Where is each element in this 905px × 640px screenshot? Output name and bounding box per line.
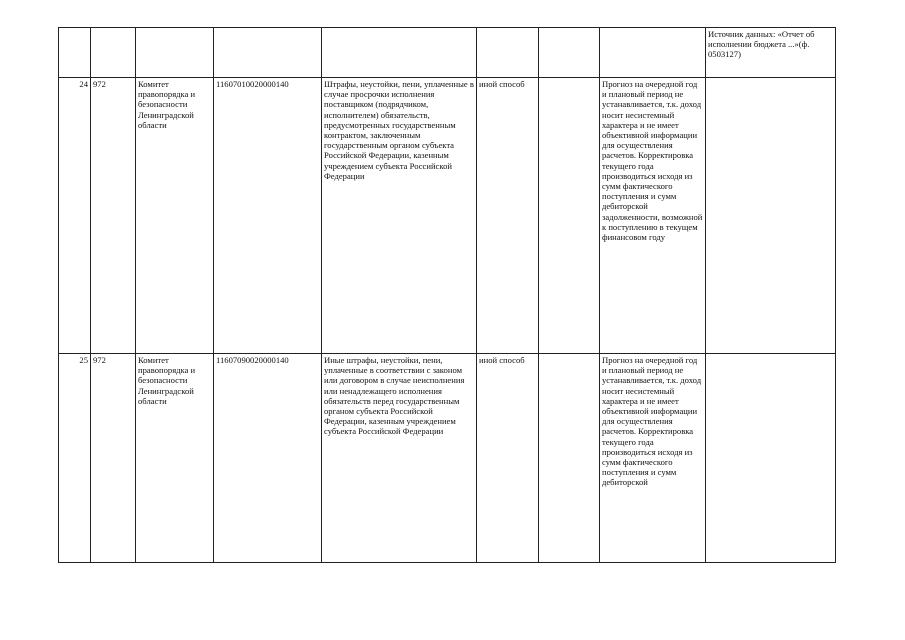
header-cell-method bbox=[477, 28, 539, 78]
row-number: 25 bbox=[59, 354, 91, 563]
header-cell-kbk bbox=[214, 28, 322, 78]
header-cell-income-name bbox=[322, 28, 477, 78]
row-number: 24 bbox=[59, 78, 91, 354]
header-cell-col7 bbox=[539, 28, 600, 78]
admin-name: Комитет правопорядка и безопасности Ленинградской области bbox=[136, 354, 214, 563]
empty-cell bbox=[539, 78, 600, 354]
income-name: Иные штрафы, неустойки, пени, уплаченные в соответствии с законом или договором в случае неисполнения или ненадлежащего исполнения обязательств перед государственным органом субъекта Российской Федерации, казенным учреждением субъекта Российской Федерации bbox=[322, 354, 477, 563]
table-header-row bbox=[59, 28, 836, 78]
forecast-method: иной способ bbox=[477, 78, 539, 354]
table-row bbox=[59, 354, 836, 563]
admin-name: Комитет правопорядка и безопасности Ленинградской области bbox=[136, 78, 214, 354]
header-cell-note bbox=[600, 28, 706, 78]
kbk-code: 11607090020000140 bbox=[214, 354, 322, 563]
forecast-note: Прогноз на очередной год и плановый период не устанавливается, т.к. доход носит несистемный характера и не имеет объективной информации для осуществления расчетов. Корректировка текущего года производиться исходя из сумм фактического поступления и сумм дебиторской задолженности, возможной к поступлению в текущем финансовом году bbox=[600, 78, 706, 354]
data-source bbox=[706, 78, 836, 354]
income-name: Штрафы, неустойки, пени, уплаченные в случае просрочки исполнения поставщиком (подрядчиком, исполнителем) обязательств, предусмотренных государственным контрактом, заключенным государственным органом субъекта Российской Федерации, казенным учреждением субъекта Российской Федерации bbox=[322, 78, 477, 354]
data-source bbox=[706, 354, 836, 563]
admin-code: 972 bbox=[91, 354, 136, 563]
header-cell-admin-name bbox=[136, 28, 214, 78]
header-cell-source: Источник данных: «Отчет об исполнении бюджета ...»(ф. 0503127) bbox=[706, 28, 836, 78]
header-cell-admin-code bbox=[91, 28, 136, 78]
empty-cell bbox=[539, 354, 600, 563]
header-cell-num bbox=[59, 28, 91, 78]
admin-code: 972 bbox=[91, 78, 136, 354]
forecast-note: Прогноз на очередной год и плановый период не устанавливается, т.к. доход носит несистемный характера и не имеет объективной информации для осуществления расчетов. Корректировка текущего года производиться исходя из сумм фактического поступления и сумм дебиторской bbox=[600, 354, 706, 563]
kbk-code: 11607010020000140 bbox=[214, 78, 322, 354]
table-row bbox=[59, 78, 836, 354]
forecast-method: иной способ bbox=[477, 354, 539, 563]
revenue-forecast-table bbox=[58, 27, 836, 563]
